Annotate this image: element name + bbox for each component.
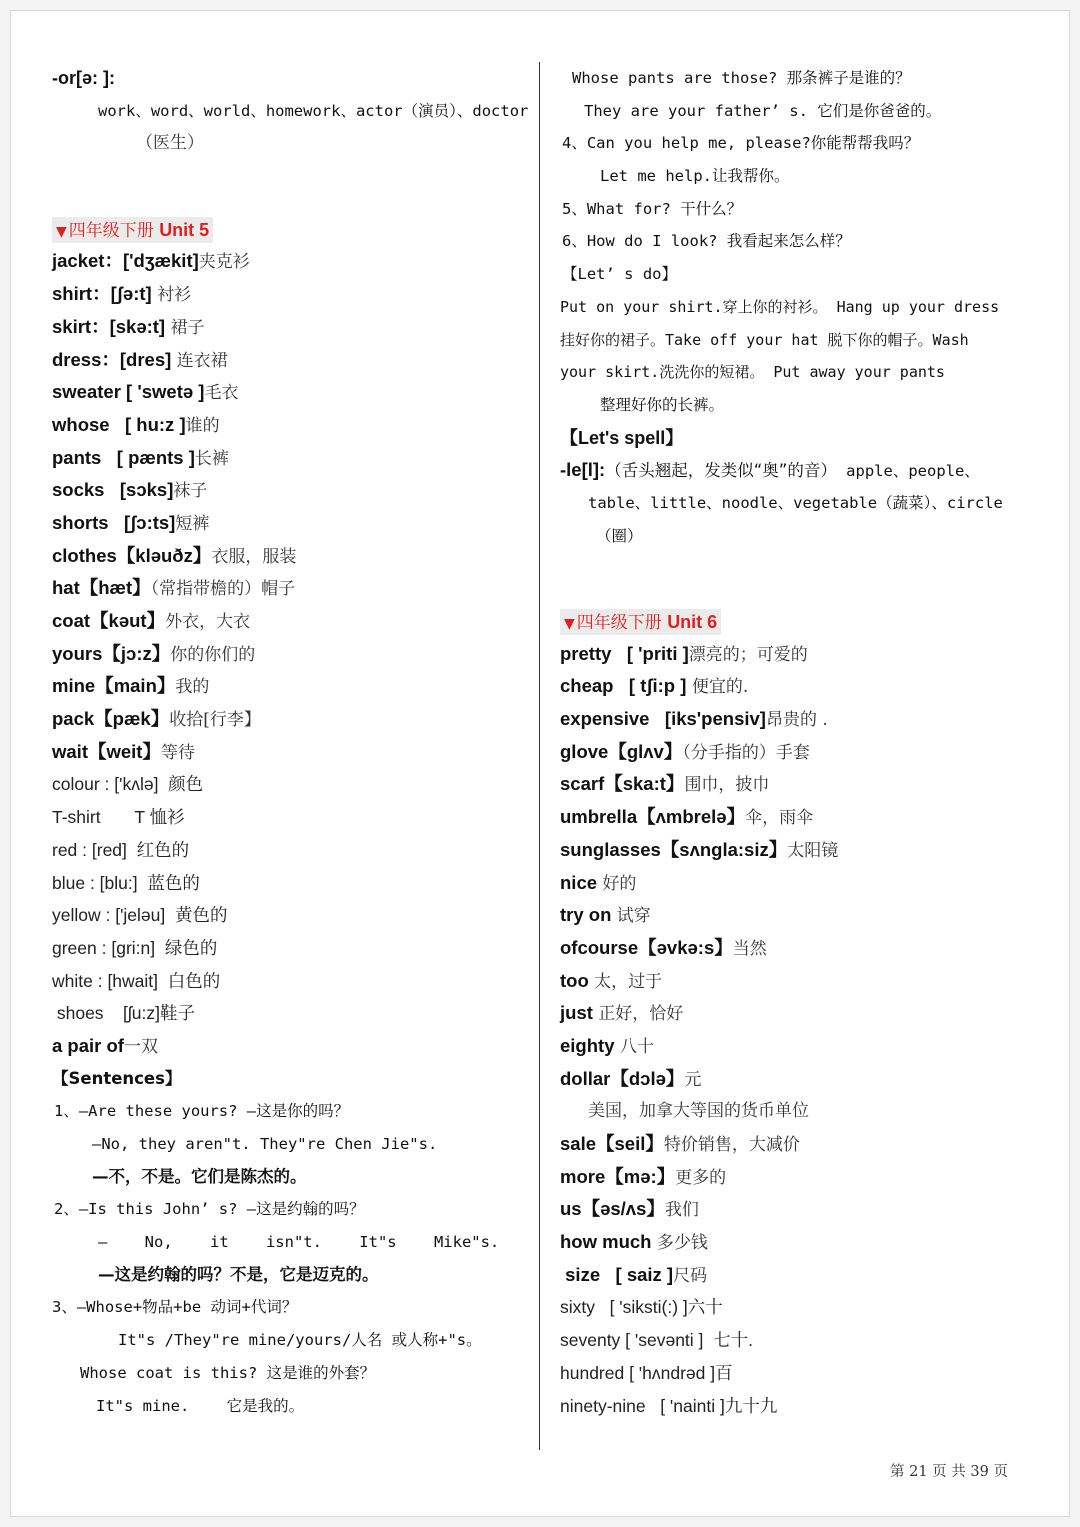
vocab-word: us (560, 1198, 582, 1220)
vocab-entry (560, 703, 1040, 736)
number-word-entry: sixty [ 'siksti(:) ]六十 (560, 1297, 723, 1318)
unit5-heading: ▼ 四年级下册 Unit 5 (52, 213, 530, 246)
sentence-2a: 2、—Is this John’ s? —这是约翰的吗？ (54, 1200, 365, 1219)
color-word-entry: T-shirt T 恤衫 (52, 807, 185, 828)
unit6-vocab-list-2 (560, 1128, 1040, 1291)
right-line-5: 5、What for? 干什么？ (562, 199, 743, 218)
vocab-entry (560, 768, 1040, 801)
vocab-meaning: 谁的 (185, 415, 220, 436)
vocab-entry (52, 605, 530, 638)
vocab-phonetic: 【main】 (95, 675, 176, 697)
vocab-phonetic: 【hæt】 (79, 577, 151, 599)
vocab-entry (560, 997, 1040, 1030)
unit6-vocab-list (560, 638, 1040, 1096)
vocab-word: skirt (52, 315, 92, 337)
vocab-phonetic: [sɔks] (104, 479, 174, 501)
vocab-word: more (560, 1165, 606, 1187)
vocab-phonetic: 【jɔ:z】 (102, 642, 171, 664)
vocab-word: how much (560, 1231, 652, 1253)
vocab-meaning: 好的 (597, 873, 637, 894)
vocab-word: scarf (560, 773, 605, 795)
vocab-entry (560, 1226, 1040, 1259)
vocab-phonetic: 【əvkə:s】 (638, 936, 733, 958)
vocab-phonetic: ：['dʒækit] (104, 250, 199, 272)
vocab-meaning: 太，过于 (588, 971, 663, 992)
unit5-vocab-list (52, 245, 530, 768)
vocab-meaning: 太阳镜 (787, 840, 839, 861)
vocab-phonetic: 【seil】 (596, 1133, 664, 1154)
sentence-3b: It"s /They"re mine/yours/人名 或人称+"s。 (118, 1331, 482, 1350)
vocab-word: umbrella (560, 806, 638, 828)
vocab-phonetic: 【ʌmbrelə】 (637, 806, 746, 828)
vocab-phonetic: [iks'pensiv] (649, 708, 766, 730)
le-words-cont: （圈） (596, 526, 643, 545)
vocab-entry (52, 278, 530, 311)
vocab-meaning: 衬衫 (151, 285, 192, 306)
vocab-meaning: 昂贵的 . (765, 710, 828, 731)
vocab-meaning: 围巾，披巾 (684, 775, 770, 796)
vocab-entry (560, 899, 1040, 932)
vocab-word: dollar (560, 1067, 611, 1089)
vocab-word: ofcourse (560, 936, 639, 958)
vocab-entry (560, 1193, 1040, 1226)
vocab-entry (52, 703, 530, 736)
vocab-phonetic: 【sʌngla:siz】 (660, 838, 788, 860)
vocab-phonetic: ：[ʃə:t] (92, 283, 152, 305)
vocab-meaning: 裙子 (165, 317, 205, 338)
vocab-phonetic: 【weit】 (87, 740, 161, 762)
sentence-3d: It"s mine. 它是我的。 (96, 1396, 305, 1415)
vocab-phonetic: 【glʌv】 (608, 740, 683, 762)
vocab-word: size (560, 1263, 601, 1285)
vocab-meaning: 夹克衫 (198, 252, 250, 273)
color-word-entry: red : [red] 红色的 (52, 839, 190, 860)
vocab-entry (52, 245, 530, 278)
or-heading: -or[ə: ]: (52, 68, 115, 88)
vocab-meaning: 衣服，服装 (211, 546, 297, 567)
or-words: work、word、world、homework、actor（演员）、doctor (98, 101, 529, 120)
lets-spell-heading: 【Let's spell】 (560, 427, 684, 448)
right-line-4: Let me help.让我帮你。 (600, 167, 790, 186)
right-line-3: 4、Can you help me, please?你能帮帮我吗？ (562, 134, 920, 153)
vocab-word: shirt (52, 283, 93, 305)
vocab-entry (52, 507, 530, 540)
sentence-1a: 1、—Are these yours? —这是你的吗？ (54, 1102, 350, 1121)
sentence-1b: —No, they aren"t. They"re Chen Jie"s. (92, 1135, 438, 1153)
vocab-entry (560, 1063, 1040, 1096)
vocab-word: jacket (52, 250, 105, 272)
vocab-word: expensive (560, 708, 650, 730)
page-footer: 第 21 页 共 39 页 (890, 1464, 1008, 1480)
vocab-entry (560, 670, 1040, 703)
vocab-entry (560, 1030, 1040, 1063)
vocab-entry (560, 1161, 1040, 1194)
color-word-entry: shoes [ʃu:z]鞋子 (52, 1003, 195, 1024)
vocab-word: just (560, 1002, 593, 1024)
dollar-note: 美国，加拿大等国的货币单位 (588, 1101, 809, 1122)
vocab-meaning: （常指带檐的）帽子 (150, 579, 296, 600)
vocab-meaning: 尺码 (673, 1265, 708, 1286)
vocab-entry (52, 736, 530, 769)
vocab-meaning: 我的 (175, 677, 210, 698)
column-divider (539, 62, 540, 1450)
right-column (560, 62, 1040, 1422)
vocab-meaning: 连衣裙 (171, 350, 228, 371)
vocab-meaning: 你的你们的 (170, 644, 256, 665)
lets-do-line-2: 挂好你的裙子。Take off your hat 脱下你的帽子。Wash (560, 330, 969, 349)
vocab-word: sale (560, 1133, 597, 1154)
vocab-phonetic: ：[dres] (101, 348, 172, 370)
vocab-entry (560, 932, 1040, 965)
vocab-meaning: 我们 (664, 1200, 699, 1221)
vocab-meaning: 便宜的. (686, 677, 749, 698)
color-word-entry: colour : ['kʌlə] 颜色 (52, 774, 204, 795)
vocab-entry (52, 638, 530, 671)
vocab-word: clothes (52, 544, 117, 566)
vocab-entry (560, 801, 1040, 834)
color-words-list (52, 768, 530, 1030)
vocab-entry (560, 1128, 1040, 1161)
vocab-phonetic: 【kləuðz】 (116, 544, 212, 566)
vocab-word: wait (52, 740, 88, 762)
vocab-phonetic: 【dɔlə】 (610, 1067, 685, 1089)
number-word-entry: ninety-nine [ 'nainti ]九十九 (560, 1395, 778, 1416)
vocab-meaning: 多少钱 (651, 1233, 708, 1254)
vocab-meaning: 试穿 (611, 906, 651, 927)
vocab-word: whose (52, 413, 110, 435)
vocab-meaning: 长裤 (194, 448, 229, 469)
vocab-entry (560, 1259, 1040, 1292)
vocab-phonetic: [ pænts ] (101, 446, 195, 468)
number-word-entry: seventy [ 'sevənti ] 七十. (560, 1330, 753, 1351)
vocab-word: sweater (52, 381, 121, 403)
sentence-3a: 3、—Whose+物品+be 动词+代词？ (52, 1298, 298, 1317)
vocab-meaning: （分手指的）手套 (682, 742, 810, 763)
vocab-word: pretty (560, 642, 612, 664)
lets-do-line-4: 整理好你的长裤。 (600, 395, 725, 414)
lets-do-heading: 【Let’ s do】 (562, 265, 677, 284)
vocab-word: socks (52, 479, 105, 501)
vocab-meaning: 短裤 (175, 513, 210, 534)
color-word-entry: green : [gri:n] 绿色的 (52, 937, 218, 958)
le-rule: -le[l]:（舌头翘起，发类似“奥”的音） apple、people、 (560, 459, 980, 481)
vocab-phonetic: [ 'swetə ] (120, 381, 205, 403)
number-word-entry: hundred [ 'hʌndrəd ]百 (560, 1362, 733, 1383)
vocab-meaning: 正好，恰好 (592, 1004, 684, 1025)
le-words: table、little、noodle、vegetable（蔬菜）、circle (588, 493, 1003, 512)
vocab-phonetic: [ʃɔ:ts] (108, 511, 176, 533)
sentence-2c: —这是约翰的吗？不是，它是迈克的。 (98, 1264, 379, 1284)
vocab-phonetic: 【əs/ʌs】 (581, 1198, 665, 1220)
vocab-entry (52, 376, 530, 409)
vocab-word: too (560, 969, 589, 991)
vocab-entry (52, 442, 530, 475)
vocab-entry (52, 474, 530, 507)
triangle-down-icon: ▼ (564, 616, 575, 632)
color-word-entry: yellow : ['jeləu] 黄色的 (52, 905, 228, 926)
vocab-entry (560, 867, 1040, 900)
vocab-entry (52, 572, 530, 605)
vocab-meaning: 收拾[行李】 (169, 710, 261, 731)
vocab-meaning: 更多的 (675, 1167, 727, 1188)
vocab-phonetic: [ 'priti ] (611, 642, 689, 664)
lets-do-line-1: Put on your shirt.穿上你的衬衫。 Hang up your dress (560, 297, 1000, 316)
vocab-word: mine (52, 675, 96, 697)
vocab-word: sunglasses (560, 838, 661, 860)
vocab-word: nice (560, 871, 598, 893)
right-line-6: 6、How do I look? 我看起来怎么样？ (562, 232, 851, 251)
vocab-entry (560, 638, 1040, 671)
vocab-phonetic: [ saiz ] (600, 1263, 674, 1285)
vocab-phonetic: 【ska:t】 (604, 773, 685, 795)
vocab-phonetic: 【pæk】 (94, 708, 170, 730)
or-words-cont: （医生） (136, 133, 204, 154)
sentence-2b: — No, it isn"t. It"s Mike"s. (98, 1233, 500, 1252)
vocab-word: yours (52, 642, 103, 664)
vocab-phonetic: 【mə:】 (605, 1165, 676, 1187)
vocab-word: pants (52, 446, 102, 468)
triangle-down-icon: ▼ (56, 223, 67, 240)
vocab-word: try on (560, 904, 612, 926)
sentence-3c: Whose coat is this? 这是谁的外套？ (80, 1363, 376, 1382)
vocab-meaning: 伞，雨伞 (745, 808, 814, 829)
vocab-entry (560, 736, 1040, 769)
vocab-meaning: 漂亮的；可爱的 (688, 644, 808, 665)
color-word-entry: blue : [blu:] 蓝色的 (52, 872, 200, 893)
sentences-heading: 【Sentences】 (52, 1068, 182, 1088)
vocab-word: shorts (52, 511, 109, 533)
vocab-entry (52, 670, 530, 703)
vocab-entry (52, 344, 530, 377)
vocab-phonetic: [ tʃi:p ] (613, 675, 687, 697)
unit6-heading: ▼ 四年级下册 Unit 6 (560, 605, 1040, 638)
vocab-word: pack (52, 708, 95, 730)
vocab-entry (52, 540, 530, 573)
vocab-word: hat (52, 577, 80, 599)
numbers-list (560, 1291, 1040, 1422)
color-word-entry: white : [hwait] 白色的 (52, 970, 221, 991)
vocab-entry (560, 965, 1040, 998)
vocab-meaning: 外衣，大衣 (165, 612, 251, 632)
left-column (52, 62, 530, 1422)
lets-do-line-3: your skirt.洗洗你的短裙。 Put away your pants (560, 363, 945, 382)
vocab-meaning: 八十 (614, 1036, 654, 1057)
vocab-word: glove (560, 740, 609, 762)
vocab-word: eighty (560, 1034, 615, 1056)
vocab-meaning: 袜子 (173, 481, 208, 502)
vocab-word: dress (52, 348, 102, 370)
vocab-phonetic: ：[skə:t] (91, 315, 166, 337)
vocab-meaning: 当然 (732, 938, 767, 959)
vocab-entry (52, 409, 530, 442)
sentence-1c: —不，不是。它们是陈杰的。 (92, 1166, 307, 1186)
vocab-phonetic: [ hu:z ] (109, 413, 186, 435)
vocab-word: coat (52, 610, 91, 631)
right-line-2: They are your father’ s. 它们是你爸爸的。 (584, 101, 942, 120)
vocab-entry (52, 311, 530, 344)
vocab-meaning: 元 (684, 1069, 702, 1090)
vocab-meaning: 等待 (160, 742, 195, 763)
pair-of-entry: a pair of一双 (52, 1034, 158, 1057)
vocab-meaning: 毛衣 (204, 383, 239, 404)
vocab-word: cheap (560, 675, 614, 697)
vocab-meaning: 特价销售，大减价 (663, 1135, 800, 1155)
vocab-phonetic: 【kəut】 (90, 610, 166, 631)
vocab-entry (560, 834, 1040, 867)
right-line-1: Whose pants are those? 那条裤子是谁的？ (572, 69, 911, 87)
